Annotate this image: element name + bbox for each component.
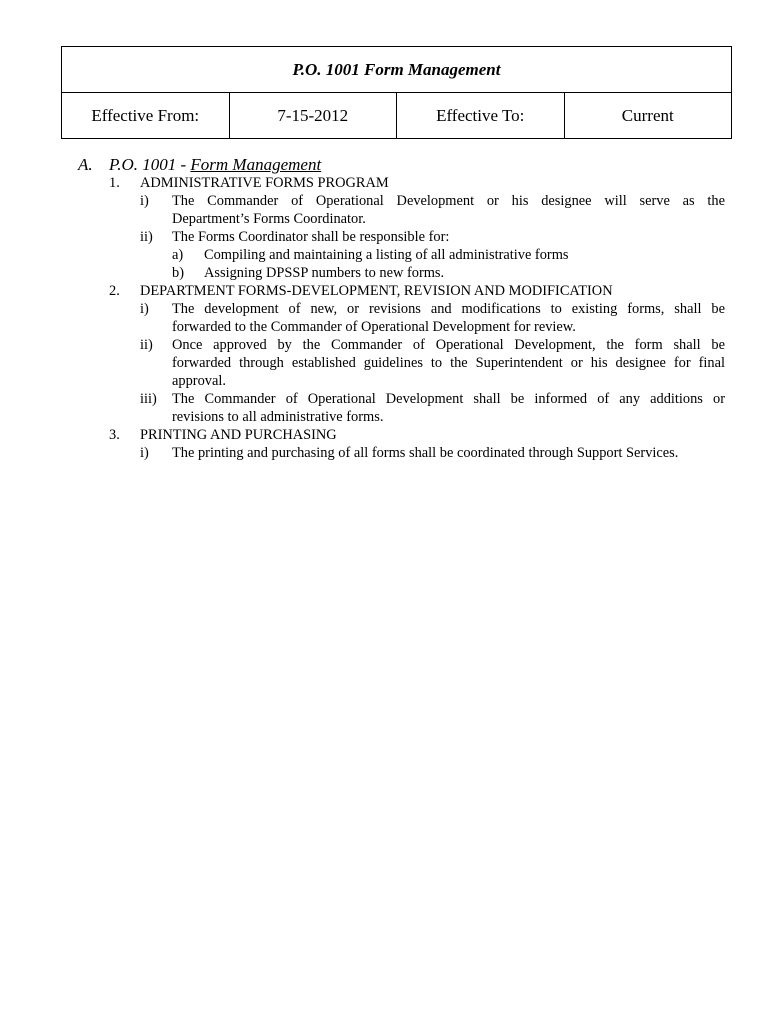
list-item: [0, 408, 770, 426]
document-title: P.O. 1001 Form Management: [62, 47, 732, 93]
sub-item-text: forwarded to the Commander of Operational Development for review.: [172, 319, 576, 335]
item-number: 2.: [109, 283, 120, 299]
section-title: Form Management: [190, 155, 322, 174]
sub-item-text: approval.: [172, 373, 226, 389]
sub-item-text: The printing and purchasing of all forms shall be coordinated through Support Services.: [172, 445, 679, 461]
sub-sub-item-marker: a): [172, 247, 184, 263]
item-heading: DEPARTMENT FORMS-DEVELOPMENT, REVISION AND MODIFICATION: [140, 283, 613, 299]
effective-from-label: Effective From:: [62, 93, 230, 139]
list-item: [0, 210, 770, 228]
list-item: [0, 246, 770, 264]
item-number: 3.: [109, 427, 120, 443]
item-heading: ADMINISTRATIVE FORMS PROGRAM: [140, 175, 389, 191]
list-item: [0, 372, 770, 390]
list-item: [0, 336, 770, 354]
list-item: [0, 192, 770, 210]
effective-from-value: 7-15-2012: [229, 93, 397, 139]
sub-item-text: revisions to all administrative forms.: [172, 409, 384, 425]
sub-item-text: The Commander of Operational Development or his designee will serve as the: [172, 193, 725, 209]
list-item: [0, 174, 770, 192]
list-item: [0, 318, 770, 336]
sub-item-text: Once approved by the Commander of Operational Development, the form shall be: [172, 337, 725, 353]
list-item: [0, 264, 770, 282]
list-item: [0, 282, 770, 300]
sub-item-text: Department’s Forms Coordinator.: [172, 211, 366, 227]
list-item: [0, 444, 770, 462]
list-item: [0, 354, 770, 372]
sub-item-marker: ii): [140, 229, 153, 245]
sub-item-text: The development of new, or revisions and modifications to existing forms, shall be: [172, 301, 725, 317]
sub-item-text: forwarded through established guidelines to the Superintendent or his designee for final: [172, 355, 725, 371]
sub-item-marker: i): [140, 445, 149, 461]
list-item: [0, 300, 770, 318]
effective-to-label: Effective To:: [397, 93, 565, 139]
sub-item-marker: ii): [140, 337, 153, 353]
sub-item-marker: i): [140, 301, 149, 317]
sub-item-marker: iii): [140, 391, 157, 407]
section-heading: [78, 155, 321, 175]
sub-sub-item-marker: b): [172, 265, 184, 281]
effective-to-value: Current: [564, 93, 732, 139]
sub-sub-item-text: Assigning DPSSP numbers to new forms.: [204, 265, 445, 281]
policy-body: [0, 174, 770, 462]
sub-item-marker: i): [140, 193, 149, 209]
section-prefix: P.O. 1001 -: [109, 155, 191, 174]
sub-item-text: The Commander of Operational Development shall be informed of any additions or: [172, 391, 725, 407]
list-item: [0, 390, 770, 408]
item-heading: PRINTING AND PURCHASING: [140, 427, 337, 443]
list-item: [0, 426, 770, 444]
list-item: [0, 228, 770, 246]
sub-sub-item-text: Compiling and maintaining a listing of all administrative forms: [204, 247, 569, 263]
sub-item-text: The Forms Coordinator shall be responsible for:: [172, 229, 450, 245]
header-table: [61, 46, 732, 139]
item-number: 1.: [109, 175, 120, 191]
section-letter: A.: [78, 155, 93, 174]
